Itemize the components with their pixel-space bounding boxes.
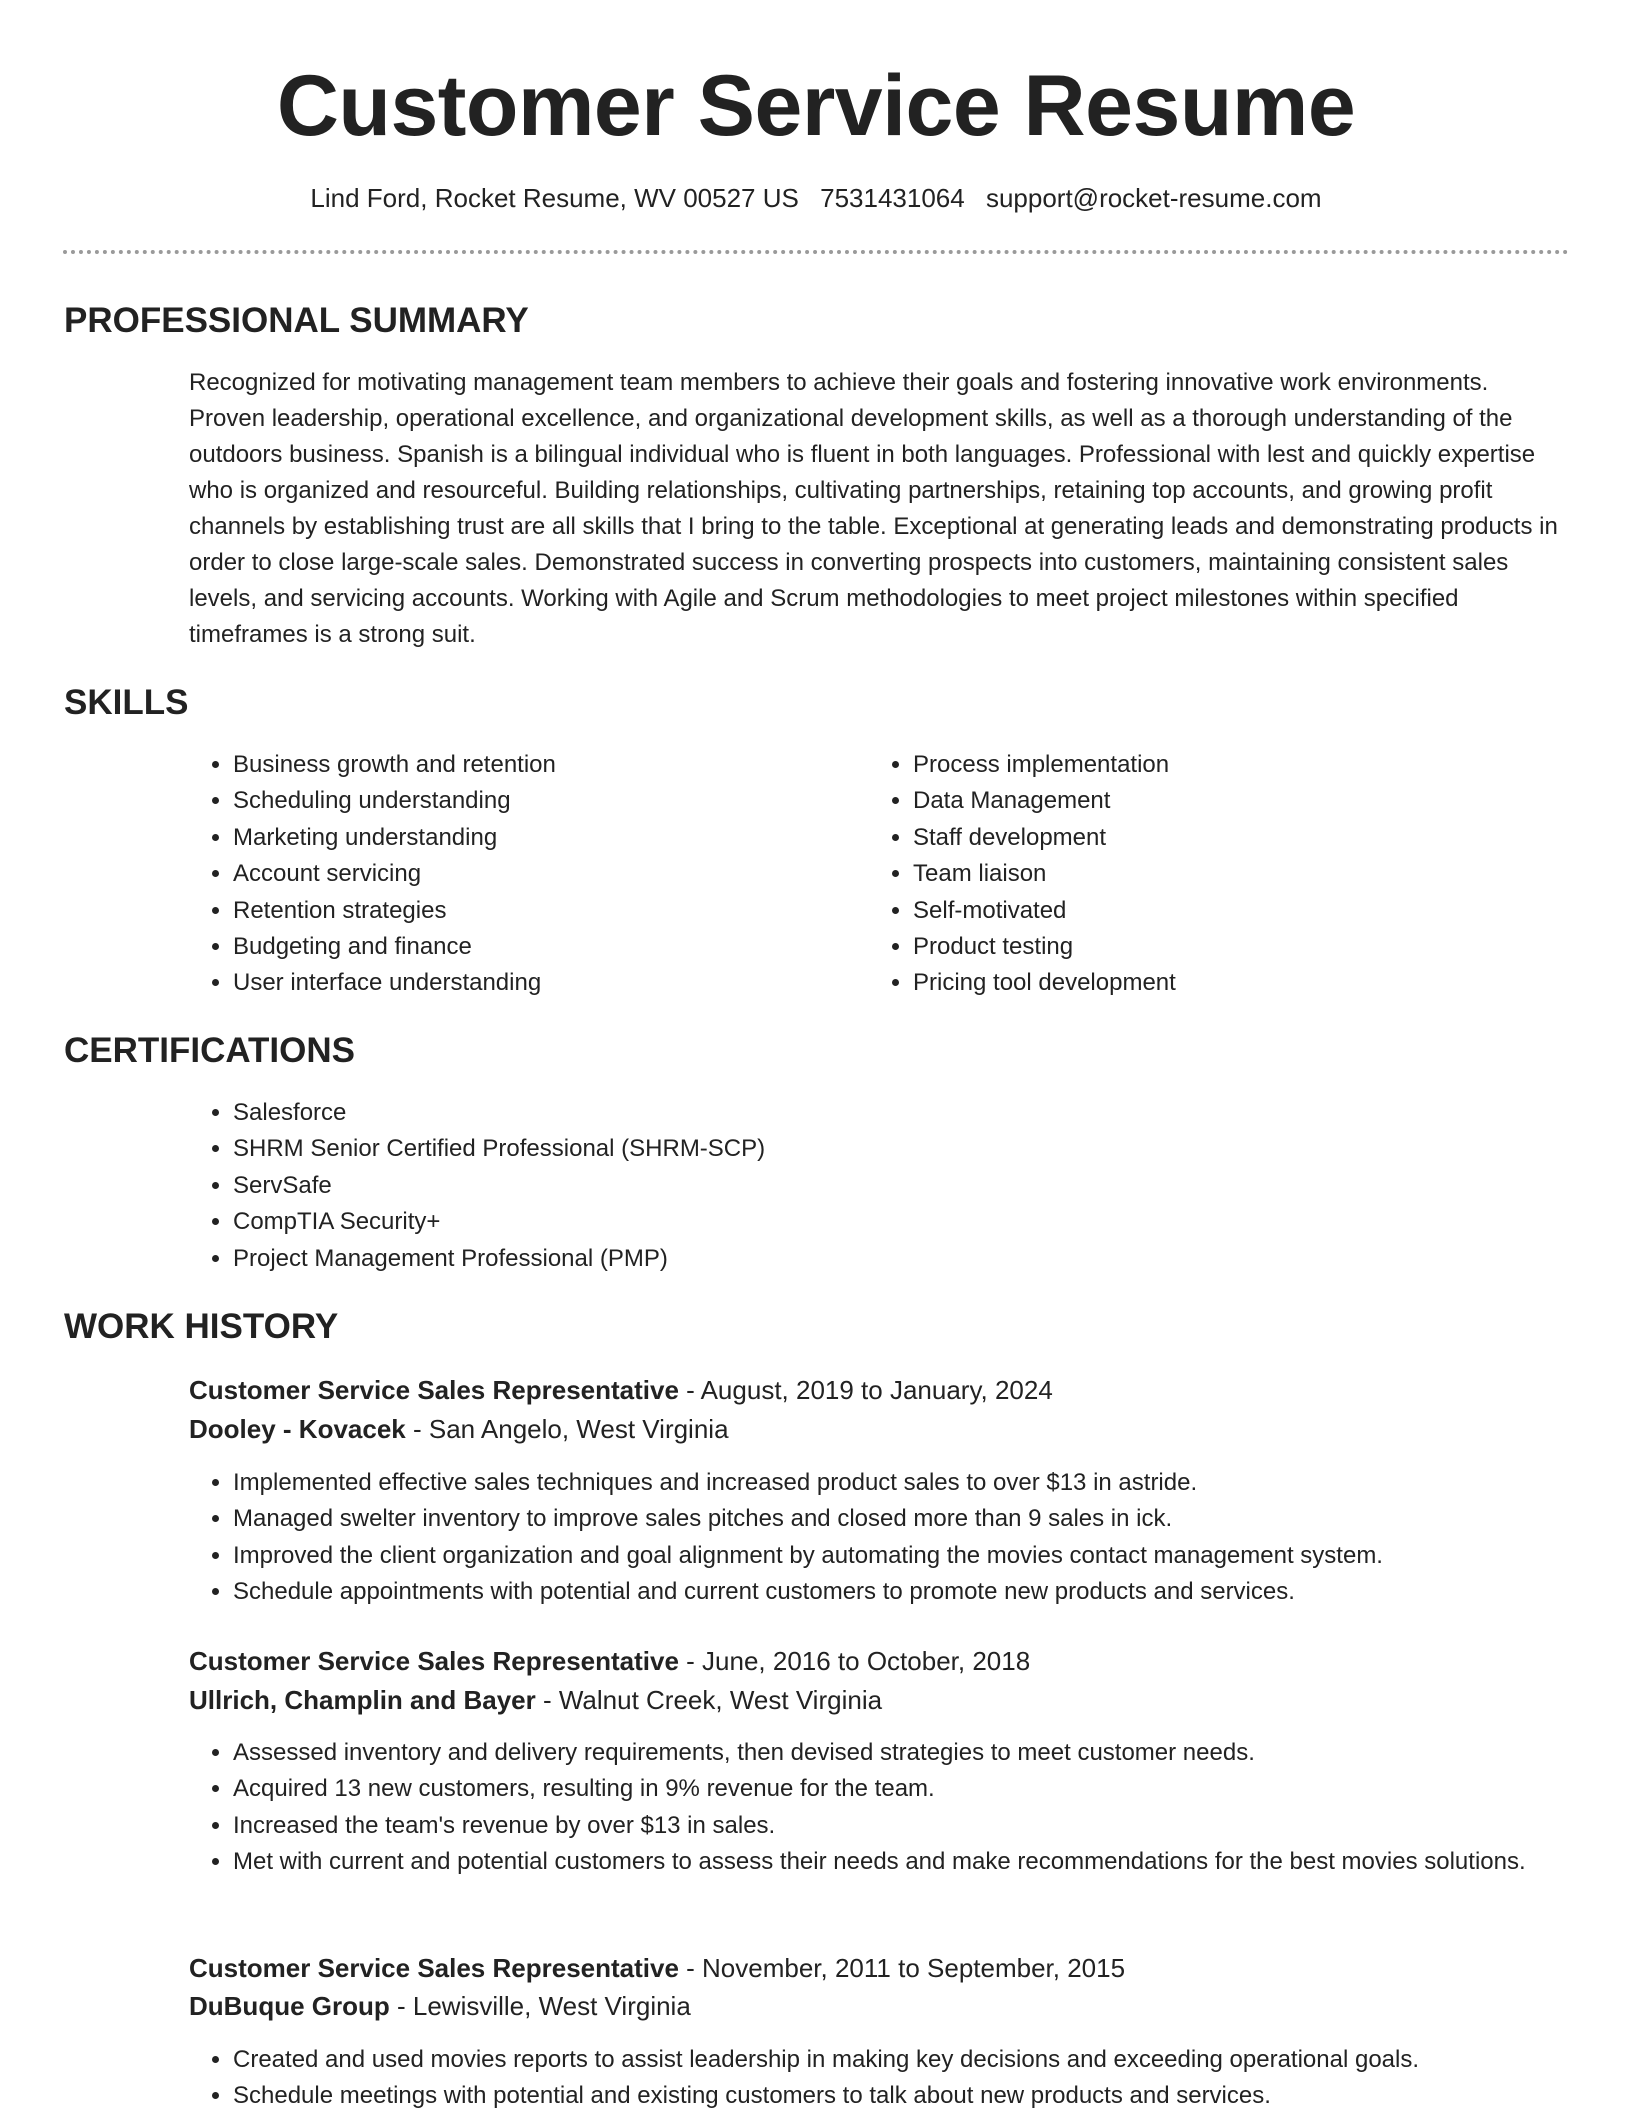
skill-item: • Budgeting and finance (233, 929, 853, 965)
summary-heading: PROFESSIONAL SUMMARY (64, 301, 529, 340)
job-bullet: • Improved the client organization and goal alignment by automating the movies contact management system. (233, 1538, 1553, 1574)
job-location: - San Angelo, West Virginia (405, 1414, 729, 1444)
contact-email: support@rocket-resume.com (985, 183, 1322, 213)
job-title-line (189, 1950, 1125, 1986)
certification-item: • Project Management Professional (PMP) (233, 1241, 1553, 1277)
job-bullets (189, 2042, 1553, 2115)
skills-heading: SKILLS (64, 683, 189, 722)
header-divider (63, 250, 1569, 254)
resume-title: Customer Service Resume (276, 58, 1356, 154)
job-location: - Walnut Creek, West Virginia (535, 1685, 883, 1715)
job-bullet: • Assessed inventory and delivery requirements, then devised strategies to meet customer needs. (233, 1735, 1553, 1771)
skill-item: • Self-motivated (913, 893, 1533, 929)
skill-item: • Process implementation (913, 747, 1533, 783)
contact-phone: 7531431064 (820, 183, 965, 213)
job-bullet: • Acquired 13 new customers, resulting in 9% revenue for the team. (233, 1771, 1553, 1807)
summary-text: Recognized for motivating management team members to achieve their goals and fostering innovative work environments. Proven leadership, operational excellence, and organizational development skills, as well as a thorough understanding of the outdoors business. Spanish is a bilingual individual who is fluent in both languages. Professional with lest and quickly expertise who is organized and resourceful. Building relationships, cultivating partnerships, retaining top accounts, and growing profit channels by establishing trust are all skills that I bring to the table. Exceptional at generating leads and demonstrating products in order to close large-scale sales. Demonstrated success in converting prospects into customers, maintaining consistent sales levels, and servicing accounts. Working with Agile and Scrum methodologies to meet project milestones within specified timeframes is a strong suit. (189, 369, 1558, 648)
job-bullet: • Managed swelter inventory to improve sales pitches and closed more than 9 sales in ick. (233, 1501, 1553, 1537)
certification-item: • ServSafe (233, 1168, 1553, 1204)
job-title-line (189, 1372, 1053, 1408)
job-company-line (189, 1682, 882, 1718)
job-title: Customer Service Sales Representative (189, 1646, 679, 1676)
contact-line (0, 180, 1632, 216)
skill-item: • Product testing (913, 929, 1533, 965)
job-company: Dooley - Kovacek (189, 1414, 406, 1444)
job-bullet: • Met with current and potential customers to assess their needs and make recommendations for the best movies solutions. (233, 1844, 1553, 1880)
job-company-line (189, 1988, 691, 2024)
certification-item: • SHRM Senior Certified Professional (SHRM-SCP) (233, 1131, 1553, 1167)
certifications-list (189, 1095, 1553, 1277)
skill-item: • User interface understanding (233, 965, 853, 1001)
job-bullet: • Schedule appointments with potential and current customers to promote new products and services. (233, 1574, 1553, 1610)
skills-list-left (189, 747, 853, 1002)
job-bullets (189, 1735, 1553, 1881)
skill-item: • Data Management (913, 783, 1533, 819)
skill-item: • Team liaison (913, 856, 1533, 892)
job-dates: - November, 2011 to September, 2015 (678, 1953, 1126, 1983)
job-bullets (189, 1465, 1553, 1611)
certifications-heading: CERTIFICATIONS (64, 1031, 356, 1070)
job-bullet: • Created and used movies reports to assist leadership in making key decisions and exceeding operational goals. (233, 2042, 1553, 2078)
job-bullet: • Schedule meetings with potential and existing customers to talk about new products and services. (233, 2078, 1553, 2114)
contact-address: Lind Ford, Rocket Resume, WV 00527 US (310, 183, 799, 213)
job-title: Customer Service Sales Representative (189, 1953, 679, 1983)
certification-item: • CompTIA Security+ (233, 1204, 1553, 1240)
certification-item: • Salesforce (233, 1095, 1553, 1131)
skill-item: • Retention strategies (233, 893, 853, 929)
job-dates: - June, 2016 to October, 2018 (678, 1646, 1031, 1676)
skill-item: • Account servicing (233, 856, 853, 892)
job-company: DuBuque Group (189, 1991, 390, 2021)
job-dates: - August, 2019 to January, 2024 (678, 1375, 1053, 1405)
job-bullet: • Implemented effective sales techniques and increased product sales to over $13 in astride. (233, 1465, 1553, 1501)
skill-item: • Pricing tool development (913, 965, 1533, 1001)
job-title: Customer Service Sales Representative (189, 1375, 679, 1405)
job-bullet: • Increased the team's revenue by over $13 in sales. (233, 1808, 1553, 1844)
work-history-heading: WORK HISTORY (64, 1307, 339, 1346)
skill-item: • Marketing understanding (233, 820, 853, 856)
skill-item: • Business growth and retention (233, 747, 853, 783)
job-company-line (189, 1411, 729, 1447)
job-location: - Lewisville, West Virginia (389, 1991, 691, 2021)
job-title-line (189, 1643, 1030, 1679)
skill-item: • Scheduling understanding (233, 783, 853, 819)
skill-item: • Staff development (913, 820, 1533, 856)
job-company: Ullrich, Champlin and Bayer (189, 1685, 536, 1715)
skills-list-right (869, 747, 1533, 1002)
